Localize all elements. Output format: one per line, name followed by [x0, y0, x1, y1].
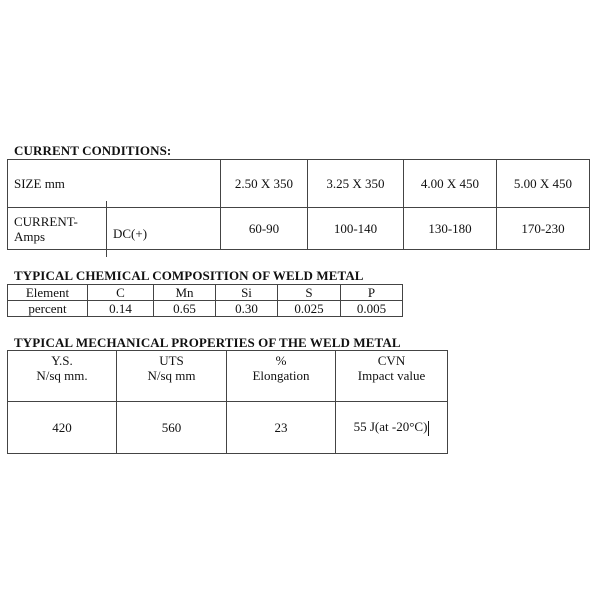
- percent-cell: 0.30: [216, 301, 278, 317]
- header-line1: CVN: [377, 353, 406, 368]
- current-conditions-heading: CURRENT CONDITIONS:: [14, 143, 172, 158]
- amps-cell: 170-230: [497, 208, 590, 250]
- property-header-cell: [117, 351, 227, 402]
- amps-cell: 130-180: [404, 208, 497, 250]
- percent-cell: 0.65: [154, 301, 216, 317]
- table-row: [8, 285, 403, 301]
- table-row: [8, 402, 448, 454]
- property-header-cell: [227, 351, 336, 402]
- header-line2: Impact value: [357, 368, 426, 383]
- header-line2: Elongation: [252, 368, 310, 383]
- property-header-cell: [336, 351, 448, 402]
- element-header-cell: S: [278, 285, 341, 301]
- percent-cell: 0.005: [341, 301, 403, 317]
- current-label-line2: Amps: [14, 228, 46, 244]
- chemical-composition-heading: TYPICAL CHEMICAL COMPOSITION OF WELD METAL: [14, 268, 364, 283]
- percent-cell: 0.025: [278, 301, 341, 317]
- size-label-cell: SIZE mm: [8, 160, 221, 208]
- header-line1: %: [275, 353, 287, 368]
- current-label-cell: [8, 208, 221, 250]
- property-value-cell: 560: [117, 402, 227, 454]
- table-row: [8, 160, 590, 208]
- mechanical-properties-table: [7, 350, 448, 454]
- property-value-cell[interactable]: [336, 402, 448, 454]
- amps-cell: 60-90: [221, 208, 308, 250]
- mechanical-properties-heading: TYPICAL MECHANICAL PROPERTIES OF THE WELD METAL: [14, 335, 401, 350]
- size-cell: 4.00 X 450: [404, 160, 497, 208]
- property-header-cell: [8, 351, 117, 402]
- percent-cell: percent: [8, 301, 88, 317]
- current-conditions-table: [7, 159, 590, 250]
- element-header-cell: P: [341, 285, 403, 301]
- property-value-cell: 420: [8, 402, 117, 454]
- table-row: [8, 208, 590, 250]
- element-header-cell: Element: [8, 285, 88, 301]
- element-header-cell: C: [88, 285, 154, 301]
- impact-value-text: 55 J(at -20°C): [353, 419, 428, 435]
- chemical-composition-table: [7, 284, 403, 317]
- table-row: [8, 351, 448, 402]
- size-cell: 5.00 X 450: [497, 160, 590, 208]
- amps-cell: 100-140: [308, 208, 404, 250]
- percent-cell: 0.14: [88, 301, 154, 317]
- header-line1: Y.S.: [51, 353, 73, 368]
- element-header-cell: Mn: [154, 285, 216, 301]
- current-label-line1: CURRENT-: [14, 213, 78, 229]
- size-cell: 3.25 X 350: [308, 160, 404, 208]
- element-header-cell: Si: [216, 285, 278, 301]
- header-line2: N/sq mm: [147, 368, 196, 383]
- size-cell: 2.50 X 350: [221, 160, 308, 208]
- property-value-cell: 23: [227, 402, 336, 454]
- text-cursor: [428, 421, 429, 436]
- header-line2: N/sq mm.: [36, 368, 88, 383]
- header-line1: UTS: [159, 353, 184, 368]
- polarity-label: DC(+): [113, 226, 148, 241]
- table-row: [8, 301, 403, 317]
